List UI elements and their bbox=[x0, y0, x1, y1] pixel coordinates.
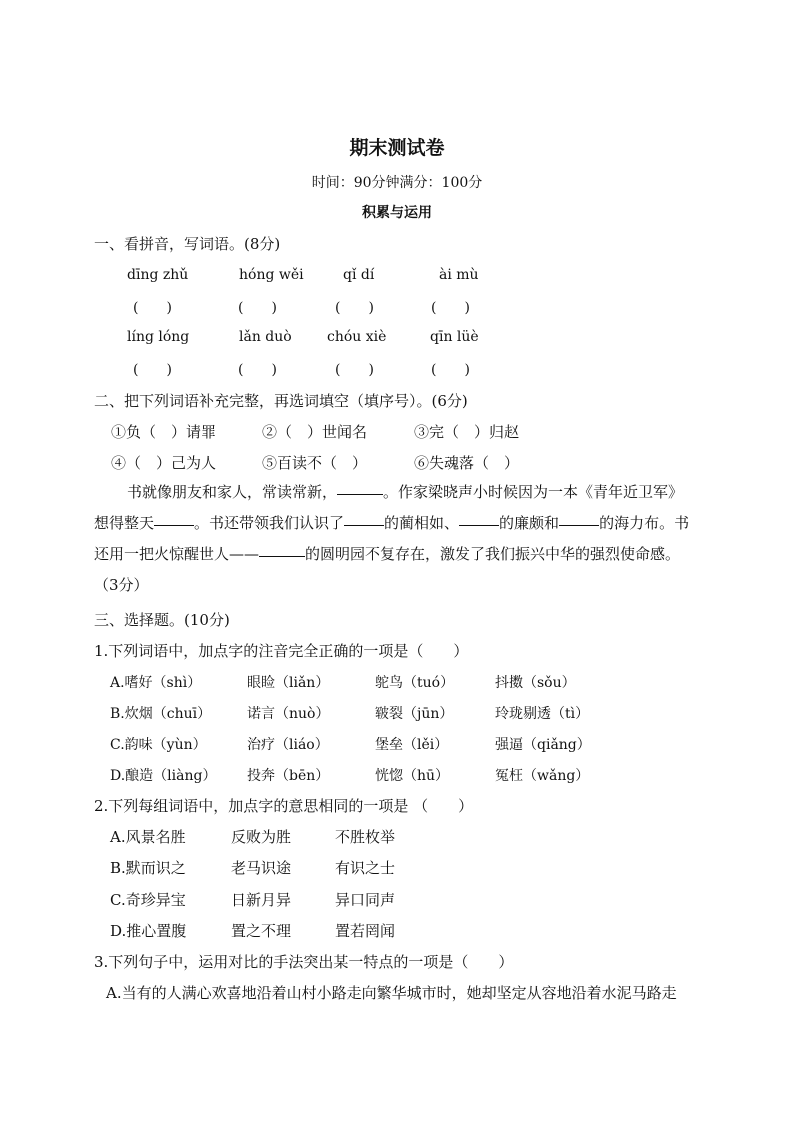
q2-heading: 二、把下列词语补充完整，再选词填空（填序号）。(6分) bbox=[94, 392, 468, 410]
pinyin-item: chóu xiè bbox=[327, 329, 387, 345]
option-text: 反败为胜 bbox=[231, 828, 292, 846]
fill-blank[interactable] bbox=[154, 524, 194, 526]
fill-blank[interactable] bbox=[344, 524, 384, 526]
option-text[interactable]: D.推心置腹 bbox=[110, 922, 187, 940]
q3-heading: 三、选择题。(10分) bbox=[94, 611, 230, 629]
option-text[interactable]: A.当有的人满心欢喜地沿着山村小路走向繁华城市时，她却坚定从容地沿着水泥马路走 bbox=[106, 984, 677, 1002]
option-text[interactable]: B.炊烟（chuī） bbox=[110, 706, 212, 722]
option-text: 投奔（bēn） bbox=[247, 768, 330, 784]
answer-blank[interactable]: ( ) bbox=[238, 300, 277, 316]
option-text: 置若罔闻 bbox=[335, 922, 396, 940]
pinyin-item: qǐ dí bbox=[343, 267, 375, 283]
exam-meta: 时间：90分钟满分：100分 bbox=[311, 175, 483, 191]
idiom-item: ⑤百读不（ ） bbox=[262, 454, 368, 472]
option-text: 治疗（liáo） bbox=[247, 737, 329, 753]
option-text: 有识之士 bbox=[335, 859, 396, 877]
pinyin-item: dīng zhǔ bbox=[127, 267, 189, 283]
idiom-item: ④（ ）己为人 bbox=[111, 454, 217, 472]
pinyin-item: ài mù bbox=[439, 267, 479, 283]
pinyin-item: hóng wěi bbox=[239, 267, 304, 283]
passage-line: 还用一把火惊醒世人—— 的圆明园不复存在，激发了我们振兴中华的强烈使命感。 bbox=[94, 545, 681, 563]
option-text[interactable]: A.嗜好（shì） bbox=[110, 675, 202, 691]
idiom-item: ③完（ ）归赵 bbox=[414, 423, 520, 441]
option-text: 抖擞（sǒu） bbox=[495, 675, 576, 691]
idiom-item: ⑥失魂落（ ） bbox=[414, 454, 520, 472]
option-text: 置之不理 bbox=[231, 922, 292, 940]
option-text: 眼睑（liǎn） bbox=[247, 675, 330, 691]
idiom-item: ①负（ ）请罪 bbox=[111, 423, 217, 441]
fill-blank[interactable] bbox=[337, 493, 383, 495]
option-text: 恍惚（hū） bbox=[375, 768, 450, 784]
pinyin-item: lǎn duò bbox=[239, 329, 292, 345]
answer-blank[interactable]: ( ) bbox=[238, 362, 277, 378]
q3-item2-stem: 2.下列每组词语中，加点字的意思相同的一项是 （ ） bbox=[94, 797, 474, 815]
option-text: 诺言（nuò） bbox=[247, 706, 330, 722]
fill-blank[interactable] bbox=[259, 555, 305, 557]
fill-blank[interactable] bbox=[559, 524, 599, 526]
idiom-item: ②（ ）世闻名 bbox=[262, 423, 368, 441]
passage-score: （3分） bbox=[94, 576, 149, 594]
option-text: 冤枉（wǎng） bbox=[495, 768, 590, 784]
option-text: 老马识途 bbox=[231, 859, 292, 877]
answer-blank[interactable]: ( ) bbox=[335, 300, 374, 316]
option-text: 堡垒（lěi） bbox=[375, 737, 449, 753]
option-text: 不胜枚举 bbox=[335, 828, 396, 846]
answer-blank[interactable]: ( ) bbox=[431, 300, 470, 316]
option-text[interactable]: A.风景名胜 bbox=[110, 828, 186, 846]
option-text: 玲珑剔透（tì） bbox=[495, 706, 590, 722]
option-text[interactable]: D.酿造（liàng） bbox=[110, 768, 217, 784]
answer-blank[interactable]: ( ) bbox=[335, 362, 374, 378]
fill-blank[interactable] bbox=[459, 524, 499, 526]
option-text: 强逼（qiǎng） bbox=[495, 737, 591, 753]
option-text: 皲裂（jūn） bbox=[375, 706, 454, 722]
option-text: 异口同声 bbox=[335, 891, 396, 909]
q1-heading: 一、看拼音，写词语。(8分) bbox=[94, 235, 281, 253]
pinyin-item: qīn lüè bbox=[430, 329, 479, 345]
page-title: 期末测试卷 bbox=[349, 137, 445, 159]
q3-item3-stem: 3.下列句子中，运用对比的手法突出某一特点的一项是（ ） bbox=[94, 953, 514, 971]
option-text: 日新月异 bbox=[231, 891, 292, 909]
answer-blank[interactable]: ( ) bbox=[133, 300, 172, 316]
answer-blank[interactable]: ( ) bbox=[133, 362, 172, 378]
option-text: 鸵鸟（tuó） bbox=[375, 675, 455, 691]
option-text[interactable]: B.默而识之 bbox=[110, 859, 186, 877]
passage-line: 想得整天 。书还带领我们认识了 的蔺相如、 的廉颇和 的海力布。书 bbox=[94, 514, 690, 532]
q3-item1-stem: 1.下列词语中，加点字的注音完全正确的一项是（ ） bbox=[94, 642, 469, 660]
passage-line: 书就像朋友和家人，常读常新， 。作家梁晓声小时候因为一本《青年近卫军》 bbox=[127, 483, 684, 501]
answer-blank[interactable]: ( ) bbox=[431, 362, 470, 378]
option-text[interactable]: C.奇珍异宝 bbox=[110, 891, 186, 909]
option-text[interactable]: C.韵味（yùn） bbox=[110, 737, 207, 753]
pinyin-item: líng lóng bbox=[127, 329, 190, 345]
section-title: 积累与运用 bbox=[362, 205, 432, 221]
